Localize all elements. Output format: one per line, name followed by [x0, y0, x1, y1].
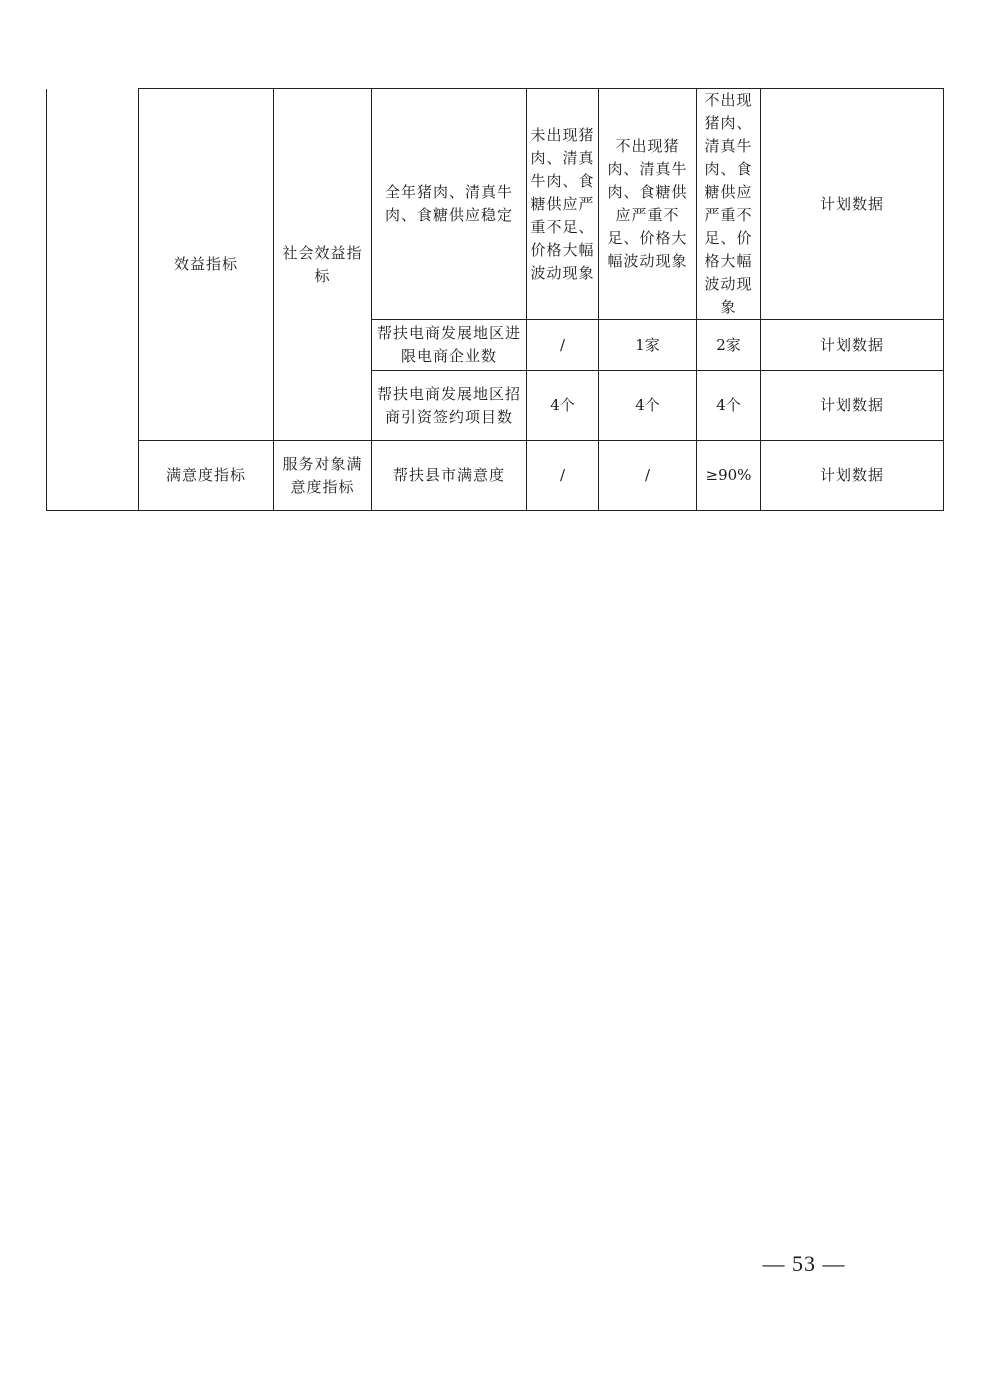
- mid-value-cell: 4个: [599, 371, 697, 441]
- page-number: — 53 —: [762, 1251, 846, 1276]
- target-value-cell: 不出现猪肉、清真牛肉、食糖供应严重不足、价格大幅波动现象: [697, 89, 761, 320]
- basis-cell: 计划数据: [761, 89, 944, 320]
- target-value-cell: 4个: [697, 371, 761, 441]
- target-value-cell: 2家: [697, 320, 761, 371]
- previous-value-cell: /: [527, 320, 599, 371]
- indicator-name-cell: 帮扶电商发展地区招商引资签约项目数: [372, 371, 527, 441]
- previous-value-cell: 未出现猪肉、清真牛肉、食糖供应严重不足、价格大幅波动现象: [527, 89, 599, 320]
- previous-value-cell: 4个: [527, 371, 599, 441]
- table-row: [47, 89, 944, 320]
- target-value-cell: ≥90%: [697, 441, 761, 511]
- mid-value-cell: /: [599, 441, 697, 511]
- table-row: [47, 441, 944, 511]
- indicator-name-cell: 帮扶县市满意度: [372, 441, 527, 511]
- indicator-name-cell: 帮扶电商发展地区进限电商企业数: [372, 320, 527, 371]
- mid-value-cell: 1家: [599, 320, 697, 371]
- basis-cell: 计划数据: [761, 441, 944, 511]
- basis-cell: 计划数据: [761, 320, 944, 371]
- performance-indicator-table: [46, 88, 944, 511]
- mid-value-cell: 不出现猪肉、清真牛肉、食糖供应严重不足、价格大幅波动现象: [599, 89, 697, 320]
- level1-indicator-cell: 效益指标: [139, 89, 274, 441]
- previous-value-cell: /: [527, 441, 599, 511]
- basis-cell: 计划数据: [761, 371, 944, 441]
- category-cell: [47, 89, 139, 511]
- level2-indicator-cell: 社会效益指标: [274, 89, 372, 441]
- level1-indicator-cell: 满意度指标: [139, 441, 274, 511]
- level2-indicator-cell: 服务对象满意度指标: [274, 441, 372, 511]
- indicator-name-cell: 全年猪肉、清真牛肉、食糖供应稳定: [372, 89, 527, 320]
